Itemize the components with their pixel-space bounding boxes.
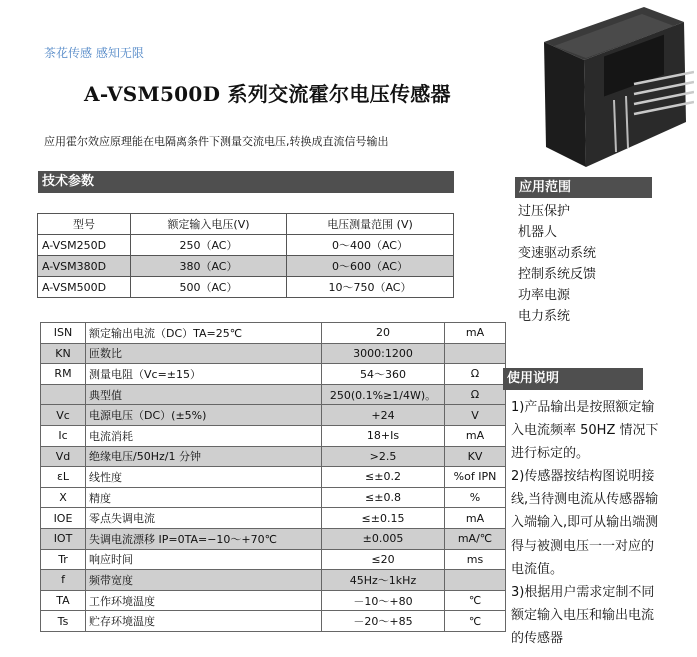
spec-symbol: Tr [41, 549, 86, 570]
application-item: 过压保护 [518, 204, 571, 219]
spec-value: +24 [322, 405, 445, 426]
application-section-header: 应用范围 [515, 177, 652, 198]
spec-value: ≤±0.2 [322, 467, 445, 488]
spec-row [41, 364, 506, 385]
usage-item: 3)根据用户需求定制不同额定输入电压和输出电流的传感器 [511, 584, 655, 646]
spec-unit [445, 570, 506, 591]
spec-unit: mA [445, 323, 506, 344]
spec-symbol: IOE [41, 508, 86, 529]
tech-section-header: 技术参数 [38, 171, 454, 193]
sensor-product-image [534, 2, 694, 172]
spec-description: 精度 [86, 487, 322, 508]
model-cell: 0～600（AC） [287, 256, 454, 277]
spec-symbol: IOT [41, 528, 86, 549]
spec-value: 18+Is [322, 425, 445, 446]
application-item: 电力系统 [518, 309, 571, 324]
application-list [518, 201, 596, 327]
spec-unit: mA [445, 508, 506, 529]
spec-description: 额定输出电流（DC）TA=25℃ [86, 323, 322, 344]
model-cell: A-VSM380D [38, 256, 131, 277]
spec-value: ±0.005 [322, 528, 445, 549]
spec-unit: %of IPN [445, 467, 506, 488]
spec-symbol: Ts [41, 611, 86, 632]
spec-unit: mA/℃ [445, 528, 506, 549]
spec-unit: Ω [445, 364, 506, 385]
spec-unit: V [445, 405, 506, 426]
model-header-2: 电压测量范围 (V) [287, 214, 454, 235]
spec-description: 绝缘电压/50Hz/1 分钟 [86, 446, 322, 467]
spec-unit: ms [445, 549, 506, 570]
spec-value: 20 [322, 323, 445, 344]
spec-symbol: εL [41, 467, 86, 488]
spec-unit: ℃ [445, 590, 506, 611]
spec-row [41, 425, 506, 446]
spec-description: 工作环境温度 [86, 590, 322, 611]
usage-section-header: 使用说明 [503, 368, 643, 390]
spec-row [41, 405, 506, 426]
spec-symbol: f [41, 570, 86, 591]
spec-description: 贮存环境温度 [86, 611, 322, 632]
page-title: A-VSM500D 系列交流霍尔电压传感器 [84, 82, 451, 106]
spec-symbol: X [41, 487, 86, 508]
usage-item: 1)产品输出是按照额定输入电流频率 50HZ 情况下进行标定的。 [511, 400, 659, 462]
spec-value: －20～+85 [322, 611, 445, 632]
model-cell: 10～750（AC） [287, 277, 454, 298]
brand-slogan: 茶花传感 感知无限 [44, 46, 144, 60]
application-item: 控制系统反馈 [518, 267, 597, 282]
spec-row [41, 384, 506, 405]
spec-symbol: RM [41, 364, 86, 385]
spec-row [41, 549, 506, 570]
application-item: 功率电源 [518, 288, 571, 303]
spec-description: 匝数比 [86, 343, 322, 364]
model-cell: 380（AC） [131, 256, 287, 277]
spec-value: ≤±0.8 [322, 487, 445, 508]
spec-value: >2.5 [322, 446, 445, 467]
spec-value: ≤±0.15 [322, 508, 445, 529]
spec-symbol: Vc [41, 405, 86, 426]
spec-description: 典型值 [86, 384, 322, 405]
spec-unit: ℃ [445, 611, 506, 632]
spec-row [41, 590, 506, 611]
spec-unit: KV [445, 446, 506, 467]
model-cell: 250（AC） [131, 235, 287, 256]
spec-unit: Ω [445, 384, 506, 405]
intro-text: 应用霍尔效应原理能在电隔离条件下测量交流电压,转换成直流信号输出 [44, 135, 389, 148]
spec-description: 测量电阻（Vc=±15） [86, 364, 322, 385]
spec-row [41, 508, 506, 529]
model-table [37, 213, 454, 298]
spec-value: 54～360 [322, 364, 445, 385]
application-item: 变速驱动系统 [518, 246, 597, 261]
model-header-1: 额定输入电压(V) [131, 214, 287, 235]
application-item: 机器人 [518, 225, 558, 240]
spec-symbol: ISN [41, 323, 86, 344]
spec-unit: mA [445, 425, 506, 446]
model-cell: A-VSM250D [38, 235, 131, 256]
spec-unit: % [445, 487, 506, 508]
spec-description: 响应时间 [86, 549, 322, 570]
spec-symbol [41, 384, 86, 405]
model-cell: 0～400（AC） [287, 235, 454, 256]
spec-row [41, 446, 506, 467]
model-header-0: 型号 [38, 214, 131, 235]
spec-symbol: TA [41, 590, 86, 611]
spec-row [41, 343, 506, 364]
spec-row [41, 487, 506, 508]
spec-description: 电源电压（DC）(±5%) [86, 405, 322, 426]
model-cell: 500（AC） [131, 277, 287, 298]
spec-row [41, 611, 506, 632]
usage-text [511, 396, 661, 650]
spec-value: ≤20 [322, 549, 445, 570]
spec-description: 频带宽度 [86, 570, 322, 591]
spec-row [41, 570, 506, 591]
spec-description: 电流消耗 [86, 425, 322, 446]
spec-symbol: Vd [41, 446, 86, 467]
spec-unit [445, 343, 506, 364]
spec-row [41, 323, 506, 344]
spec-value: －10～+80 [322, 590, 445, 611]
spec-symbol: Ic [41, 425, 86, 446]
usage-item: 2)传感器按结构图说明接线,当待测电流从传感器输入端输入,即可从输出端测得与被测电压一一对应的电流值。 [511, 469, 659, 577]
spec-row [41, 528, 506, 549]
spec-value: 3000:1200 [322, 343, 445, 364]
spec-value: 250(0.1%≥1/4W)。 [322, 384, 445, 405]
spec-table [40, 322, 506, 632]
spec-value: 45Hz～1kHz [322, 570, 445, 591]
spec-description: 失调电流漂移 IP=0TA=−10～+70℃ [86, 528, 322, 549]
spec-description: 零点失调电流 [86, 508, 322, 529]
spec-row [41, 467, 506, 488]
model-cell: A-VSM500D [38, 277, 131, 298]
spec-symbol: KN [41, 343, 86, 364]
spec-description: 线性度 [86, 467, 322, 488]
